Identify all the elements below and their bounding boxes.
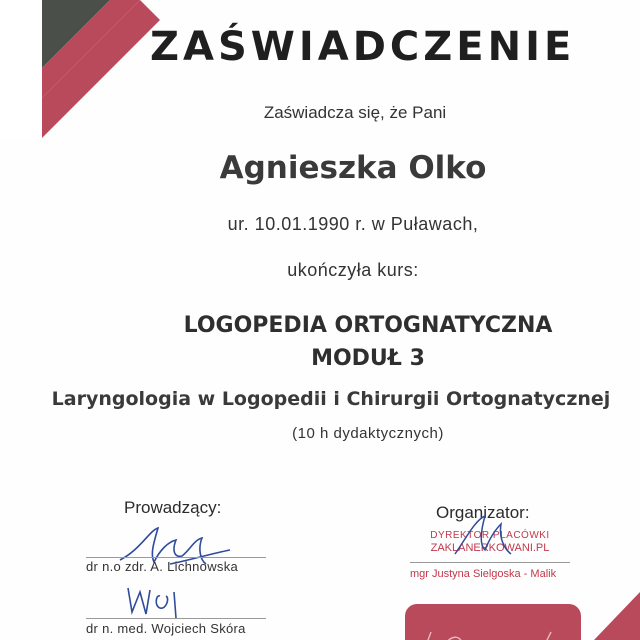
organizer-signature [445,510,525,560]
completed-line: ukończyła kurs: [287,260,419,280]
recipient-name: Agnieszka Olko [219,150,487,186]
organizer-line [410,562,570,563]
course-name: LOGOPEDIA ORTOGNATYCZNA [183,313,553,338]
certificate-title: ZAŚWIADCZENIE [150,24,576,70]
certifies-line: Zaświadcza się, że Pani [263,103,447,122]
signature-line-2 [86,618,266,619]
decorative-badge [405,604,581,640]
stamp-line-1: DYREKTOR PLACÓWKI [430,530,550,541]
lead-1-name: dr n.o zdr. A. Lichnowska [86,559,239,574]
module-number: MODUŁ 3 [311,346,425,371]
corner-decoration-bottom [580,580,640,640]
lead-2-name: dr n. med. Wojciech Skóra [86,621,246,636]
organizer-label: Organizator: [436,503,530,522]
lead-label: Prowadzący: [124,498,222,517]
signature-line-1 [86,557,266,558]
signature-2 [120,582,200,622]
birth-info: ur. 10.01.1990 r. w Puławach, [227,214,479,234]
module-subtitle: Laryngologia w Logopedii i Chirurgii Ortognatycznej [51,388,611,410]
stamp-line-2: ZAKLANERKOWANI.PL [430,542,550,554]
organizer-name: mgr Justyna Sielgoska - Malik [410,568,557,580]
hours-note: (10 h dydaktycznych) [292,425,444,442]
